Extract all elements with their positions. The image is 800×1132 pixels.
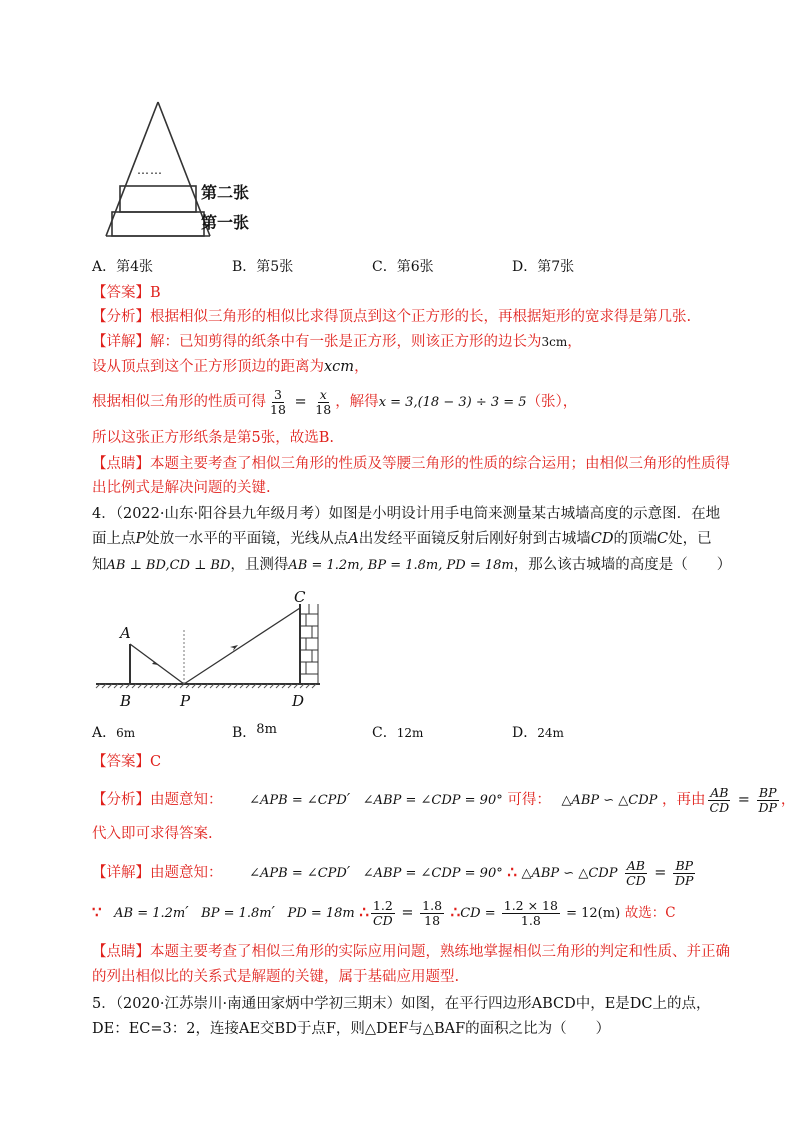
q3-comment-line1: 【点睛】本题主要考查了相似三角形的性质及等腰三角形的性质的综合运用；由相似三角形的性质得 — [92, 456, 730, 472]
q3-option-a[interactable]: A．第4张 — [92, 259, 154, 275]
q4-option-b-value: 8m — [256, 722, 277, 737]
q4-af1-den: CD — [709, 799, 730, 815]
label-second-strip: 第二张 — [201, 183, 250, 202]
q4-analysis-line2: 代入即可求得答案. — [92, 826, 213, 842]
q4-detail-m1: ∠APB = ∠CPD — [249, 866, 347, 881]
q3-detail3-math: x = 3,(18 − 3) ÷ 3 = 5 — [378, 395, 527, 410]
q4-analysis-label: 【分析】由题意知： — [92, 792, 223, 808]
q4-detail2-eq: = — [396, 905, 419, 921]
q4-df1-num: AB — [626, 857, 645, 873]
q3-detail-end: ， — [567, 334, 582, 350]
q4-detail-m3: △ABP ∽ △CDP — [521, 866, 618, 881]
q4-analysis-then: ，再由 — [662, 792, 706, 808]
q4-d2f2-den: 18 — [424, 912, 441, 928]
q4-answer: 【答案】C — [92, 754, 162, 770]
q4-stem2-pointc: C — [656, 531, 669, 547]
q3-detail3-mid: ，解得 — [335, 394, 379, 410]
q4-detail-line1 — [92, 856, 697, 890]
q4-analysis-m1: ∠APB = ∠CPD — [249, 793, 347, 808]
q3-detail2-math: xcm — [324, 359, 355, 375]
q4-stem-line2 — [92, 529, 712, 549]
q3-frac1-den: 18 — [270, 401, 286, 417]
q4-stem-line1: 4．（2022·山东·阳谷县九年级月考）如图是小明设计用手电筒来测量某古城墙高度的示意图．在地 — [92, 506, 721, 522]
q3-detail-line3 — [92, 386, 577, 419]
q3-frac2-num: x — [319, 386, 327, 402]
figure-dots: …… — [137, 163, 163, 177]
label-first-strip: 第一张 — [201, 213, 250, 232]
q4-detail2-m4: CD = — [460, 906, 500, 921]
q3-detail2-end: ， — [354, 359, 369, 375]
q4-stem-line3 — [92, 555, 731, 576]
q3-detail3-text: 根据相似三角形的性质可得 — [92, 394, 266, 410]
q4-df1-den: CD — [626, 872, 646, 888]
q4-stem3-b: ，且测得 — [230, 557, 289, 573]
q4-detail2-therefore: ∴ — [359, 903, 369, 921]
q4-d2f1-num: 1.2 — [372, 897, 393, 913]
q4-detail2-m2: BP = 1.8m — [201, 906, 272, 921]
q4-stem2-cd: CD — [590, 531, 614, 547]
q3-detail-math: 3cm — [541, 335, 568, 349]
q4-df2-num: BP — [675, 857, 694, 873]
q4-stem2-e: 处，已 — [668, 531, 712, 547]
q4-detail-therefore: ∴ — [507, 863, 517, 881]
q4-comment-line1: 【点睛】本题主要考查了相似三角形的实际应用问题，熟练地掌握相似三角形的判定和性质、并正确 — [92, 944, 730, 960]
q3-comment-line2: 出比例式是解决问题的关键. — [92, 480, 271, 496]
q4-af1-num: AB — [710, 784, 729, 800]
q4-d2f2-num: 1.8 — [422, 897, 443, 913]
q4-stem2-pointa: A — [348, 531, 359, 547]
fig-label-p: P — [180, 692, 191, 710]
q4-analysis-eq: = — [733, 792, 755, 808]
q4-stem2-c: 出发经平面镜反射后刚好射到古城墙 — [358, 531, 591, 547]
q4-option-d-prefix: D． — [512, 725, 538, 741]
q4-d2f3-den: 1.8 — [520, 912, 541, 928]
q4-stem2-p: P — [135, 531, 146, 547]
q4-stem2-b: 处放一水平的平面镜，光线从点 — [145, 531, 349, 547]
q3-eq: = — [289, 394, 312, 410]
q4-stem3-math2: AB = 1.2m, BP = 1.8m, PD = 18m — [288, 558, 514, 573]
q4-option-a-prefix: A． — [92, 725, 117, 741]
q4-analysis-m2: ∠ABP = ∠CDP = 90° — [362, 793, 503, 808]
q4-detail2-m1: AB = 1.2m — [114, 906, 186, 921]
q4-stem3-c: ，那么该古城墙的高度是（ ） — [513, 557, 732, 573]
q4-stem3-a: 知 — [92, 557, 107, 573]
q4-detail-frac2 — [673, 859, 695, 888]
q4-option-b-prefix: B． — [232, 725, 257, 741]
q4-detail-m2: ∠ABP = ∠CDP = 90° — [362, 866, 503, 881]
q4-stem2-a: 面上点 — [92, 531, 136, 547]
q3-option-b[interactable]: B．第5张 — [232, 259, 294, 275]
q4-analysis-sep1: ′ — [346, 792, 351, 808]
q4-df2-den: DP — [675, 872, 694, 888]
q4-detail2-because: ∵ — [92, 903, 102, 921]
q3-option-d[interactable]: D．第7张 — [512, 259, 575, 275]
q4-detail-eq: = — [649, 865, 672, 881]
q3-analysis: 【分析】根据相似三角形的相似比求得顶点到这个正方形的长，再根据矩形的宽求得是第几张. — [92, 309, 692, 325]
q4-detail2-frac3 — [502, 899, 560, 928]
q3-fraction-1 — [268, 388, 288, 417]
q4-option-d-value: 24m — [537, 726, 564, 740]
q4-detail2-m3: PD = 18m — [287, 906, 355, 921]
q4-d2f3-num: 1.2 × 18 — [503, 897, 558, 913]
fig-label-b: B — [120, 692, 132, 710]
q4-af2-den: DP — [758, 799, 777, 815]
q4-option-c-value: 12m — [396, 726, 424, 740]
q4-af2-num: BP — [758, 784, 777, 800]
q4-comment-line2: 的列出相似比的关系式是解题的关键，属于基础应用题型. — [92, 969, 460, 985]
fig-label-a: A — [120, 624, 131, 642]
q4-detail-label: 【详解】由题意知： — [92, 865, 223, 881]
q4-option-c-prefix: C． — [372, 725, 397, 741]
fig-label-d: D — [292, 692, 305, 710]
q3-fraction-2 — [313, 388, 333, 417]
q5-stem-line2: DE：EC=3：2，连接AE交BD于点F，则△DEF与△BAF的面积之比为（ ） — [92, 1021, 611, 1037]
q4-analysis-frac2 — [756, 786, 778, 815]
q5-stem-line1: 5．（2020·江苏崇川·南通田家炳中学初三期末）如图，在平行四边形ABCD中，E是DC上的点， — [92, 996, 711, 1012]
q4-detail2-frac1 — [371, 899, 395, 928]
q4-detail2-sep2: ′ — [271, 905, 275, 921]
q3-frac1-num: 3 — [273, 386, 282, 402]
q4-analysis-line1 — [92, 784, 795, 817]
q4-analysis-frac1 — [708, 786, 732, 815]
q4-option-b[interactable] — [232, 722, 277, 742]
q4-analysis-m3: △ABP ∽ △CDP — [561, 793, 658, 808]
q4-detail-frac1 — [624, 859, 648, 888]
q4-detail2-m5: = 12(m) — [561, 906, 621, 921]
q4-detail2-frac2 — [420, 899, 444, 928]
fig-label-c: C — [294, 588, 306, 606]
q4-analysis-end: ， — [780, 792, 796, 808]
q4-detail-sep1: ′ — [346, 865, 351, 881]
q4-stem2-d: 的顶端 — [613, 531, 657, 547]
q4-d2f1-den: CD — [373, 912, 393, 928]
q4-option-d[interactable] — [512, 722, 564, 742]
q3-detail-text: 【详解】解：已知剪得的纸条中有一张是正方形，则该正方形的边长为 — [92, 334, 542, 350]
q3-option-c[interactable]: C．第6张 — [372, 259, 434, 275]
q3-answer: 【答案】B — [92, 285, 161, 301]
q4-stem3-math1: AB ⊥ BD,CD ⊥ BD — [106, 558, 231, 573]
q3-detail-line2 — [92, 357, 369, 377]
q4-detail2-therefore2: ∴ — [450, 903, 461, 921]
q3-detail-line4: 所以这张正方形纸条是第5张，故选B. — [92, 430, 334, 446]
q4-option-a[interactable] — [92, 722, 135, 742]
q4-detail-line2 — [92, 896, 676, 930]
q4-option-a-value: 6m — [116, 726, 136, 740]
q3-frac2-den: 18 — [315, 401, 332, 417]
q3-detail3-end: （张）， — [526, 394, 578, 410]
q4-option-c[interactable] — [372, 722, 423, 742]
q4-detail2-sep1: ′ — [185, 905, 189, 921]
q3-detail-line1 — [92, 332, 582, 352]
q3-detail2-text: 设从顶点到这个正方形顶边的距离为 — [92, 359, 324, 375]
q4-analysis-get: 可得： — [507, 792, 551, 808]
q4-detail2-end: 故选：C — [624, 905, 676, 921]
